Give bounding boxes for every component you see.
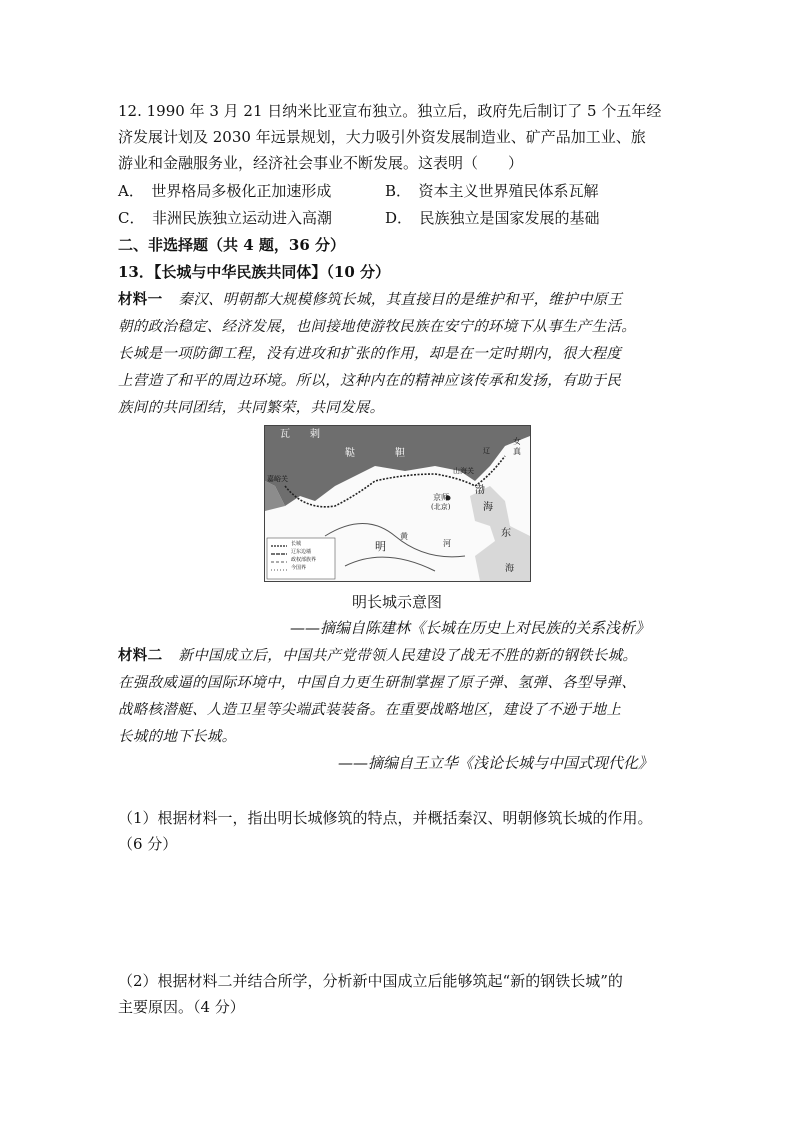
legend-liaodong-wall: 辽东边墙 [291, 549, 312, 555]
legend-great-wall: 长城 [291, 541, 302, 547]
q13-sub1-line-2: （6 分） [118, 835, 178, 853]
material1-source: ——摘编自陈建林《长城在历史上对民族的关系浅析》 [290, 619, 651, 637]
map-label-huang: 黄 [400, 532, 408, 541]
map-label-nuzhen1: 女 [513, 437, 521, 446]
q12-line-3: 游业和金融服务业，经济社会事业不断发展。这表明（ ） [118, 154, 524, 172]
q12-line-2: 济发展计划及 2030 年远景规划，大力吸引外资发展制造业、矿产品加工业、旅 [118, 128, 646, 146]
material2-line-2: 在强敌威逼的国际环境中，中国自力更生研制掌握了原子弹、氢弹、各型导弹、 [118, 675, 636, 691]
material1-line-5: 族间的共同团结，共同繁荣，共同发展。 [118, 400, 385, 416]
map-label-beijing: (北京) [431, 503, 451, 511]
map-label-nuzhen2: 真 [513, 447, 521, 456]
legend-national-border: 今国界 [291, 565, 307, 571]
material2-source: ——摘编自王立华《浅论长城与中国式现代化》 [338, 754, 654, 772]
map-label-dada2: 靼 [395, 448, 405, 459]
material2-line-3: 战略核潜艇、人造卫星等尖端武装装备。在重要战略地区，建设了不逊于地上 [118, 702, 622, 718]
map-label-shanhaiguan: 山海关 [453, 467, 474, 475]
q13-sub2-line-2: 主要原因。（4 分） [118, 998, 245, 1016]
map-label-dada1: 鞑 [345, 448, 355, 459]
material1-text-1: 秦汉、明朝都大规模修筑长城，其直接目的是维护和平，维护中原王 [178, 292, 623, 308]
material2-line-4: 长城的地下长城。 [118, 729, 237, 745]
material1-line-1 [118, 287, 622, 313]
q13-sub2-line-1: （2）根据材料二并结合所学，分析新中国成立后能够筑起“新的钢铁长城”的 [118, 972, 623, 990]
material2-line-1 [118, 643, 637, 669]
map-label-hai2: 海 [505, 564, 515, 574]
q12-option-a: A． 世界格局多极化正加速形成 [118, 182, 332, 200]
material1-label: 材料一 [118, 291, 163, 308]
q12-option-b: B． 资本主义世界殖民体系瓦解 [385, 182, 599, 200]
material1-line-4: 上营造了和平的周边环境。所以，这种内在的精神应该传承和发扬，有助于民 [118, 373, 622, 389]
map-label-wala: 瓦 [280, 429, 290, 440]
map-legend [291, 540, 316, 572]
material1-line-2: 朝的政治稳定、经济发展，也间接地使游牧民族在安宁的环境下从事生产生活。 [118, 319, 636, 335]
q13-title: 13．【长城与中华民族共同体】（10 分） [118, 263, 390, 281]
map-label-jiayuguan: 嘉峪关 [267, 475, 288, 483]
legend-regime-border: 政权部族界 [291, 557, 317, 563]
ming-great-wall-map [264, 425, 531, 582]
map-label-bo: 渤 [475, 485, 485, 496]
material2-label: 材料二 [118, 647, 163, 664]
map-label-la: 剌 [310, 429, 320, 440]
map-label-hai1: 海 [483, 502, 493, 513]
map-label-dong: 东 [501, 528, 511, 539]
q12-option-c: C． 非洲民族独立运动进入高潮 [118, 209, 332, 227]
material2-text-1: 新中国成立后，中国共产党带领人民建设了战无不胜的新的钢铁长城。 [178, 648, 638, 664]
material1-line-3: 长城是一项防御工程，没有进攻和扩张的作用，却是在一定时期内，很大程度 [118, 346, 622, 362]
q12-line-1: 12. 1990 年 3 月 21 日纳米比亚宣布独立。独立后，政府先后制订了 5 个五年经 [118, 102, 662, 120]
map-label-ming: 明 [375, 540, 386, 553]
section-heading: 二、非选择题（共 4 题，36 分） [118, 236, 345, 254]
map-label-jingshi: 京师 [433, 493, 449, 502]
map-label-liaodong: 辽 [483, 447, 490, 455]
map-caption: 明长城示意图 [351, 593, 442, 611]
q12-option-d: D． 民族独立是国家发展的基础 [385, 209, 600, 227]
map-label-he: 河 [443, 539, 451, 548]
q13-sub1-line-1: （1）根据材料一，指出明长城修筑的特点，并概括秦汉、明朝修筑长城的作用。 [118, 809, 653, 827]
